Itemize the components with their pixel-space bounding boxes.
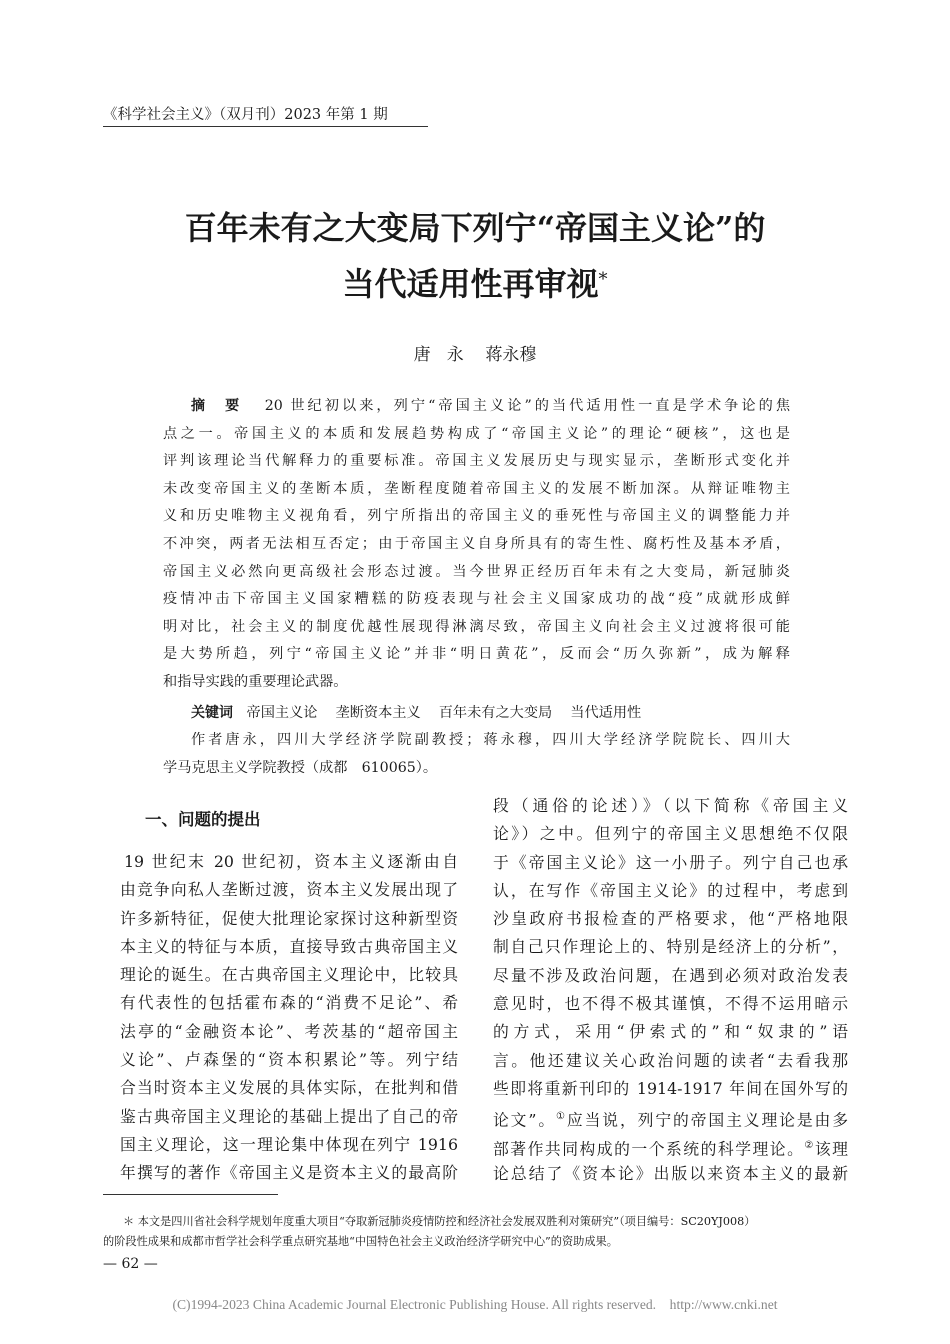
abstract-line: 和指导实践的重要理论武器。 xyxy=(163,673,348,690)
body-line: 年撰写的著作《帝国主义是资本主义的最高阶 xyxy=(120,1163,458,1183)
article-title xyxy=(0,200,950,312)
body-line: 本主义的特征与本质，直接导致古典帝国主义 xyxy=(120,936,458,956)
body-line: 的方式，采用“伊索式的”和“奴隶的”语 xyxy=(493,1022,848,1042)
abstract-line: 明对比，社会主义的制度优越性展现得淋漓尽致，帝国主义向社会主义过渡将很可能 xyxy=(163,618,790,635)
body-line: 有代表性的包括霍布森的“消费不足论”、希 xyxy=(120,993,458,1013)
page-number: — 62 — xyxy=(103,1256,158,1272)
author-info xyxy=(163,727,790,782)
body-line: 制自己只作理论上的、特别是经济上的分析”， xyxy=(493,937,848,957)
abstract-line: 评判该理论当代解释力的重要标准。帝国主义发展历史与现实显示，垄断形式变化并 xyxy=(163,453,790,470)
keyword: 当代适用性 xyxy=(570,704,642,721)
body-line: 言。他还建议关心政治问题的读者“去看我那 xyxy=(493,1050,848,1070)
body-line: 尽量不涉及政治问题，在遇到必须对政治发表 xyxy=(493,965,848,985)
footnote-line: ＊ 本文是四川省社会科学规划年度重大项目“夺取新冠肺炎疫情防控和经济社会发展双胜利对策研究”（项目编号：SC20YJ008） xyxy=(123,1215,756,1228)
header-rule xyxy=(103,126,428,127)
endnote-ref: ① xyxy=(556,1111,567,1123)
keywords-label: 关键词 xyxy=(191,704,233,721)
abstract-line: 疫情冲击下帝国主义国家糟糕的防疫表现与社会主义国家成功的战“疫”成就形成鲜 xyxy=(163,591,790,608)
copyright-notice: (C)1994-2023 China Academic Journal Electronic Publishing House. All rights reserved. http://www.cnki.net xyxy=(172,1297,778,1312)
body-right-column xyxy=(493,792,848,1188)
abstract-line: 摘 要 20 世纪初以来，列宁“帝国主义论”的当代适用性一直是学术争论的焦 xyxy=(191,398,791,414)
title-footnote-mark: * xyxy=(598,269,608,290)
abstract-line: 是大势所趋，列宁“帝国主义论”并非“明日黄花”，反而会“历久弥新”，成为解释 xyxy=(163,646,790,663)
abstract-line: 不冲突，两者无法相互否定；由于帝国主义自身所具有的寄生性、腐朽性及基本矛盾， xyxy=(163,535,790,552)
footnote-rule xyxy=(103,1194,278,1195)
title-line-2 xyxy=(0,256,950,312)
body-line: 认，在写作《帝国主义论》的过程中，考虑到 xyxy=(493,880,848,900)
authors: 唐 永 蒋永穆 xyxy=(413,345,537,365)
body-left-column xyxy=(120,848,458,1188)
body-line: 由竞争向私人垄断过渡，资本主义发展出现了 xyxy=(120,880,458,900)
journal-header: 《科学社会主义》（双月刊）2023 年第 1 期 xyxy=(103,107,388,123)
keyword: 帝国主义论 xyxy=(246,704,318,721)
body-line: 论总结了《资本论》出版以来资本主义的最新 xyxy=(493,1163,848,1183)
keywords xyxy=(163,700,790,728)
body-line: 法亭的“金融资本论”、考茨基的“超帝国主 xyxy=(120,1021,458,1041)
body-line: 段（通俗的论述）》（以下简称《帝国主义 xyxy=(493,796,848,815)
body-line: 许多新特征，促使大批理论家探讨这种新型资 xyxy=(120,908,458,928)
keyword: 垄断资本主义 xyxy=(335,704,421,721)
body-line: 意见时，也不得不极其谨慎，不得不运用暗示 xyxy=(493,994,848,1014)
body-line: 鉴古典帝国主义理论的基础上提出了自己的帝 xyxy=(120,1106,458,1126)
title-line-1: 百年未有之大变局下列宁“帝国主义论”的 xyxy=(184,209,766,247)
author-info-line: 作者唐永，四川大学经济学院副教授；蒋永穆，四川大学经济学院院长、四川大 xyxy=(191,732,790,749)
abstract-line: 未改变帝国主义的垄断本质，垄断程度随着帝国主义的发展不断加深。从辩证唯物主 xyxy=(163,480,790,497)
body-line: 合当时资本主义发展的具体实际，在批判和借 xyxy=(120,1078,458,1098)
footnote-line: 的阶段性成果和成都市哲学社会科学重点研究基地“中国特色社会主义政治经济学研究中心”的资助成果。 xyxy=(103,1235,618,1248)
abstract-line: 义和历史唯物主义视角看，列宁所指出的帝国主义的垂死性与帝国主义的调整能力并 xyxy=(163,508,790,525)
body-line: 义论”、卢森堡的“资本积累论”等。列宁结 xyxy=(120,1050,458,1070)
body-line: 论》）之中。但列宁的帝国主义思想绝不仅限 xyxy=(493,824,848,844)
abstract-line: 点之一。帝国主义的本质和发展趋势构成了“帝国主义论”的理论“硬核”，这也是 xyxy=(163,425,790,442)
footnote xyxy=(103,1212,848,1252)
title-line-2-text: 当代适用性再审视 xyxy=(342,265,599,303)
body-line: 19 世纪末 20 世纪初，资本主义逐渐由自 xyxy=(124,852,458,871)
body-line: 于《帝国主义论》这一小册子。列宁自己也承 xyxy=(493,852,848,872)
body-line: 沙皇政府书报检查的严格要求，他“严格地限 xyxy=(493,909,848,929)
body-line: 些即将重新刊印的 1914-1917 年间在国外写的 xyxy=(493,1078,848,1098)
abstract-line: 帝国主义必然向更高级社会形态过渡。当今世界正经历百年未有之大变局，新冠肺炎 xyxy=(163,563,790,580)
keyword: 百年未有之大变局 xyxy=(438,704,553,721)
body-line: 部著作共同构成的一个系统的科学理论。②该理 xyxy=(493,1138,848,1158)
abstract-label: 摘 要 xyxy=(191,398,243,414)
endnote-ref: ② xyxy=(804,1139,815,1151)
body-line: 论文”。①应当说，列宁的帝国主义理论是由多 xyxy=(493,1110,848,1130)
abstract xyxy=(163,393,790,782)
section-heading: 一、问题的提出 xyxy=(145,810,261,829)
author-info-line: 学马克思主义学院教授（成都 610065）。 xyxy=(163,759,438,776)
body-line: 理论的诞生。在古典帝国主义理论中，比较具 xyxy=(120,965,458,985)
body-line: 国主义理论，这一理论集中体现在列宁 1916 xyxy=(120,1134,458,1154)
